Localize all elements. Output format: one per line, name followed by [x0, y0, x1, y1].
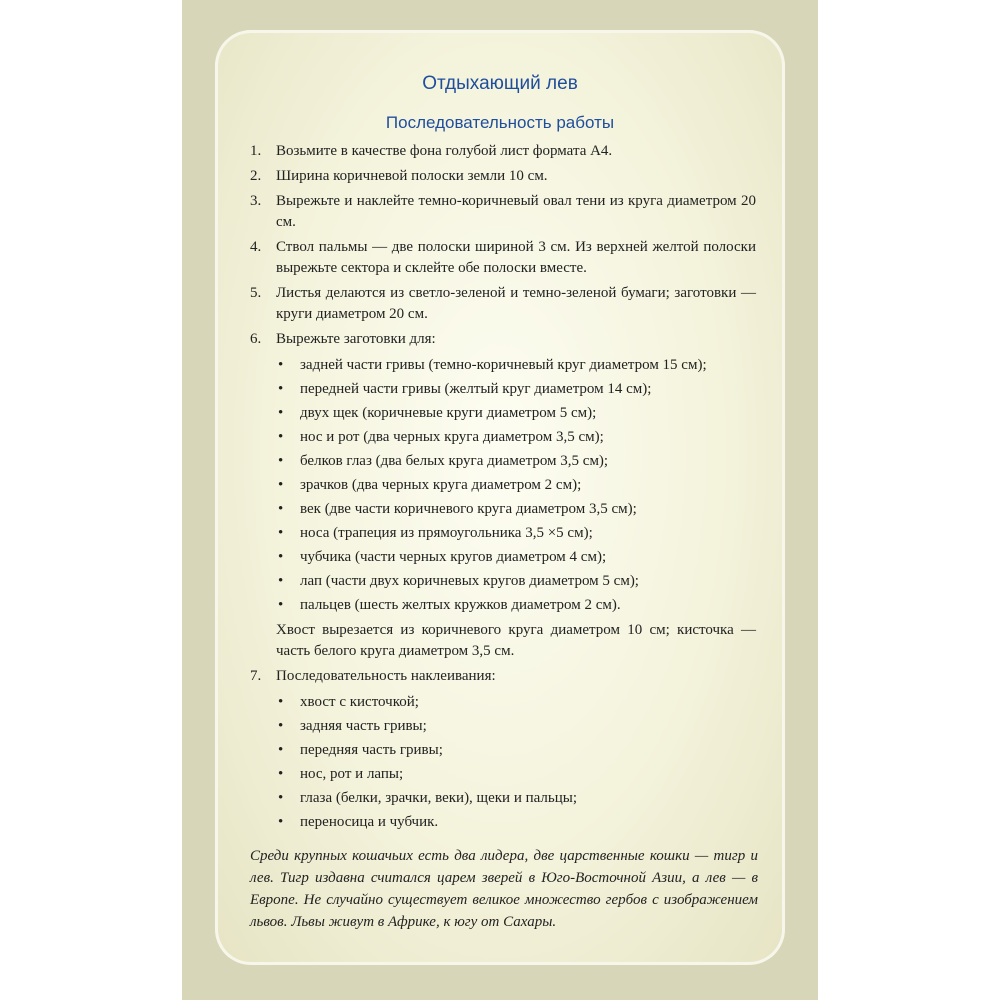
bullet-icon: • [278, 525, 284, 541]
list-item-text: нос и рот (два черных круга диаметром 3,5 см); [300, 429, 604, 445]
list-item-text: пальцев (шесть желтых кружков диаметром 2 см). [300, 597, 621, 613]
step-text: Возьмите в качестве фона голубой лист формата А4. [276, 143, 613, 159]
list-item [276, 810, 756, 834]
step-item [250, 166, 756, 187]
list-item [276, 786, 756, 810]
footer-fact: Среди крупных кошачьих есть два лидера, две царственные кошки — тигр и лев. Тигр издавна считался царем зверей в Юго-Восточной Азии, а лев — в Европе. Не случайно существует великое множество гербов с изображением львов. Львы живут в Африке, к югу от Сахары. [250, 848, 758, 930]
tail-note: Хвост вырезается из коричневого круга диаметром 10 см; кисточка — часть белого круга диаметром 3,5 см. [276, 622, 756, 659]
list-item [276, 449, 756, 473]
bullet-icon: • [278, 429, 284, 445]
list-item-text: хвост с кисточкой; [300, 694, 419, 710]
list-item [276, 738, 756, 762]
step-item [250, 237, 756, 279]
bullet-icon: • [278, 573, 284, 589]
step-number: 4. [250, 239, 262, 255]
step-text: Вырежьте заготовки для: [276, 331, 436, 347]
list-item-text: чубчика (части черных кругов диаметром 4 см); [300, 549, 607, 565]
list-item [276, 473, 756, 497]
section-subtitle: Последовательность работы [385, 113, 615, 132]
list-item-text: век (две части коричневого круга диаметром 3,5 см); [300, 501, 637, 517]
list-item-text: двух щек (коричневые круги диаметром 5 см); [300, 405, 597, 421]
list-item [276, 545, 756, 569]
bullet-icon: • [278, 790, 284, 806]
list-item [276, 353, 756, 377]
step-number: 3. [250, 193, 262, 209]
list-item-text: белков глаз (два белых круга диаметром 3,5 см); [300, 453, 609, 469]
step-text: Листья делаются из светло-зеленой и темно-зеленой бумаги; заготовки — круги диаметром 20 см. [276, 285, 756, 322]
bullet-icon: • [278, 477, 284, 493]
list-item-text: носа (трапеция из прямоугольника 3,5 ×5 см); [300, 525, 593, 541]
page-title: Отдыхающий лев [422, 73, 578, 94]
bullet-icon: • [278, 597, 284, 613]
gluing-order-list [276, 690, 756, 834]
list-item-text: нос, рот и лапы; [300, 766, 404, 782]
list-item [276, 425, 756, 449]
step-item [250, 329, 756, 662]
bullet-icon: • [278, 742, 284, 758]
bullet-icon: • [278, 357, 284, 373]
list-item [276, 377, 756, 401]
list-item [276, 690, 756, 714]
step-item [250, 141, 756, 162]
list-item-text: лап (части двух коричневых кругов диаметром 5 см); [300, 573, 639, 589]
step-number: 1. [250, 143, 262, 159]
step-number: 2. [250, 168, 262, 184]
step-number: 6. [250, 331, 262, 347]
materials-list [276, 353, 756, 617]
list-item-text: передняя часть гривы; [300, 742, 443, 758]
list-item [276, 569, 756, 593]
bullet-icon: • [278, 814, 284, 830]
bullet-icon: • [278, 549, 284, 565]
step-number: 5. [250, 285, 262, 301]
list-item [276, 521, 756, 545]
bullet-icon: • [278, 766, 284, 782]
list-item-text: передней части гривы (желтый круг диаметром 14 см); [300, 381, 652, 397]
bullet-icon: • [278, 453, 284, 469]
bullet-icon: • [278, 718, 284, 734]
bullet-icon: • [278, 405, 284, 421]
list-item [276, 762, 756, 786]
list-item [276, 593, 756, 617]
step-text: Ширина коричневой полоски земли 10 см. [276, 168, 548, 184]
steps-list [250, 137, 756, 834]
list-item-text: задней части гривы (темно-коричневый круг диаметром 15 см); [300, 357, 707, 373]
step-text: Ствол пальмы — две полоски шириной 3 см. Из верхней желтой полоски вырежьте сектора и склейте обе полоски вместе. [276, 239, 756, 276]
list-item-text: переносица и чубчик. [300, 814, 439, 830]
list-item [276, 497, 756, 521]
step-text: Последовательность наклеивания: [276, 668, 496, 684]
list-item [276, 401, 756, 425]
step-item [250, 283, 756, 325]
bullet-icon: • [278, 501, 284, 517]
step-item [250, 191, 756, 233]
list-item-text: задняя часть гривы; [300, 718, 427, 734]
step-item [250, 666, 756, 834]
step-text: Вырежьте и наклейте темно-коричневый овал тени из круга диаметром 20 см. [276, 193, 756, 230]
list-item [276, 714, 756, 738]
list-item-text: глаза (белки, зрачки, веки), щеки и пальцы; [300, 790, 578, 806]
bullet-icon: • [278, 381, 284, 397]
list-item-text: зрачков (два черных круга диаметром 2 см); [300, 477, 582, 493]
step-number: 7. [250, 668, 262, 684]
bullet-icon: • [278, 694, 284, 710]
